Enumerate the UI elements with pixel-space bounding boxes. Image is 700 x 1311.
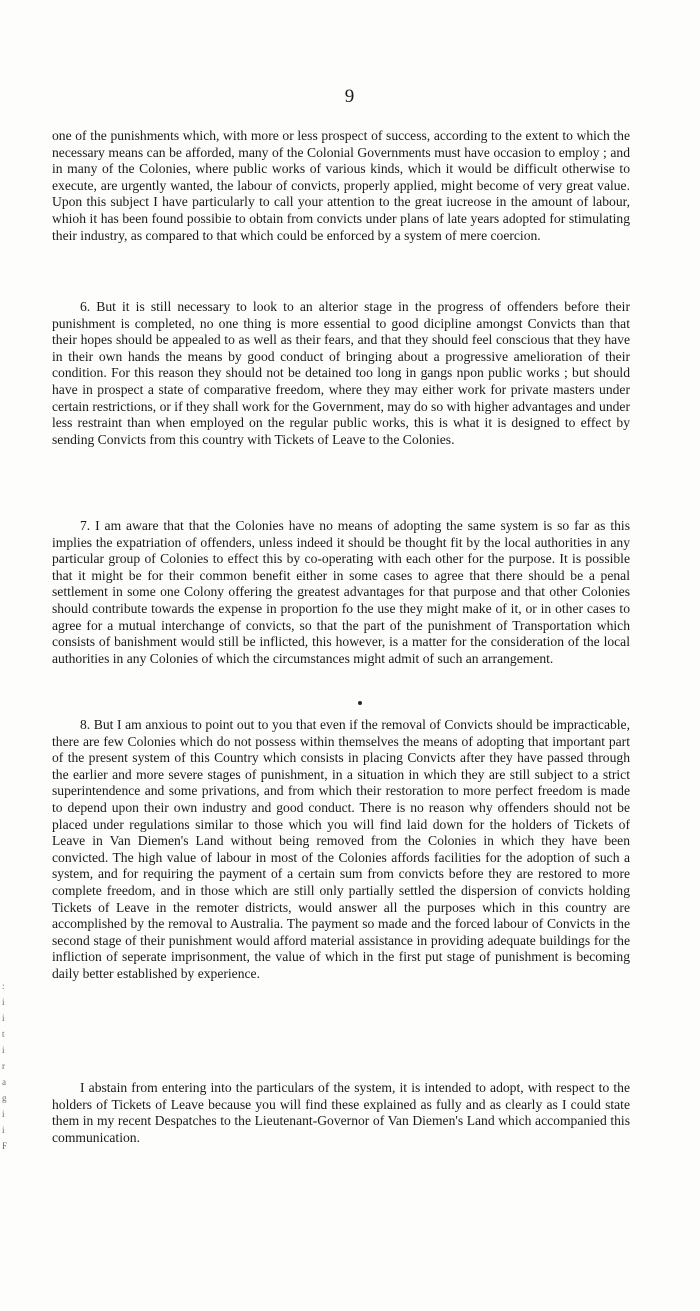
- paragraph-9: I abstain from entering into the particulars of the system, it is intended to adopt, with respect to the holders of Tickets of Leave because you will find these explained as fully and as clearly as I could state them in my recent Despatches to the Lieutenant-Governor of Van Diemen's Land which accompanied this communication.: [52, 1080, 630, 1145]
- paragraph-intro: one of the punishments which, with more or less prospect of success, according to the extent to which the necessary means can be afforded, many of the Colonial Governments must have occasion to employ ; and in many of the Colonies, where public works of various kinds, which it would be difficult otherwise to execute, are urgently wanted, the labour of convicts, properly applied, might become of very great value. Upon this subject I have particularly to call your attention to the great iucreose in the amount of labour, whioh it has been found possibie to obtain from convicts under plans of late years adopted for stimulating their industry, as compared to that which could be enforced by a system of mere coercion.: [52, 128, 630, 243]
- margin-mark: g: [2, 1093, 7, 1103]
- margin-mark: F: [2, 1141, 8, 1151]
- margin-mark: :: [2, 981, 5, 991]
- margin-mark: i: [2, 997, 5, 1007]
- margin-mark: i: [2, 1125, 5, 1135]
- paragraph-6: 6. But it is still necessary to look to an alterior stage in the progress of offenders before their punishment is completed, no one thing is more essential to good dicipline amongst Convicts than that their hopes should be appealed to as well as their fears, and that they should feel conscious that they have in their own hands the means by good conduct of bringing about a progressive amelioration of their condition. For this reason they should not be detained too long in gangs npon public works ; but should have in prospect a state of comparative freedom, where they may either work for private masters under certain restrictions, or if they shall work for the Government, may do so with higher advantages and under less restraint than when employed on the regular public works, this is what it is designed to effect by sending Convicts from this country with Tickets of Leave to the Colonies.: [52, 299, 630, 447]
- margin-mark: t: [2, 1029, 5, 1039]
- margin-mark: i: [2, 1013, 5, 1023]
- paragraph-7: 7. I am aware that that the Colonies have no means of adopting the same system is so far as this implies the expatriation of offenders, unless indeed it should be thought fit by the local authorities in any particular group of Colonies to effect this by co-operating with each other for the purpose. It is possible that it might be for their common benefit either in some cases to agree that there should be a penal settlement in some one Colony offering the greatest advantages for that purpose and that other Colonies should contribute towards the expense in proportion fo the use they might make of it, or in other cases to agree for a mutual interchange of convicts, so that the part of the punishment of Transportation which consists of banishment would still be inflicted, this however, is a matter for the consideration of the local authorities in any Colonies of which the circumstances might admit of such an arrangement.: [52, 518, 630, 666]
- margin-bleed-marks: [2, 980, 14, 1156]
- margin-mark: i: [2, 1045, 5, 1055]
- margin-mark: r: [2, 1061, 5, 1071]
- page-number: 9: [344, 86, 356, 107]
- paragraph-8: 8. But I am anxious to point out to you that even if the removal of Convicts should be impracticable, there are few Colonies which do not possess within themselves the means of adopting that important part of the present system of this Country which consists in placing Convicts after they have passed through the earlier and more severe stages of punishment, in a situation in which they are still subject to a strict superintendence and some privations, and from which their restoration to more perfect freedom is made to depend upon their own industry and good conduct. There is no reason why offenders should not be placed under regulations similar to those which you will find laid down for the holders of Tickets of Leave in Van Diemen's Land without being removed from the Colonies in which they have been convicted. The high value of labour in most of the Colonies affords facilities for the adoption of such a system, and for requiring the payment of a certain sum from convicts before they are restored to more complete freedom, and in those which are still only partially settled the dispersion of convicts holding Tickets of Leave in the remoter districts, would answer all the purposes which in this country are accomplished by the removal to Australia. The payment so made and the forced labour of Convicts in the second stage of their punishment would afford material assistance in providing adequate buildings for the infliction of seperate imprisonment, the value of which in the first put stage of punishment is becoming daily better established by experience.: [52, 717, 630, 981]
- margin-mark: a: [2, 1077, 6, 1087]
- margin-mark: i: [2, 1109, 5, 1119]
- ink-speck: [358, 701, 362, 705]
